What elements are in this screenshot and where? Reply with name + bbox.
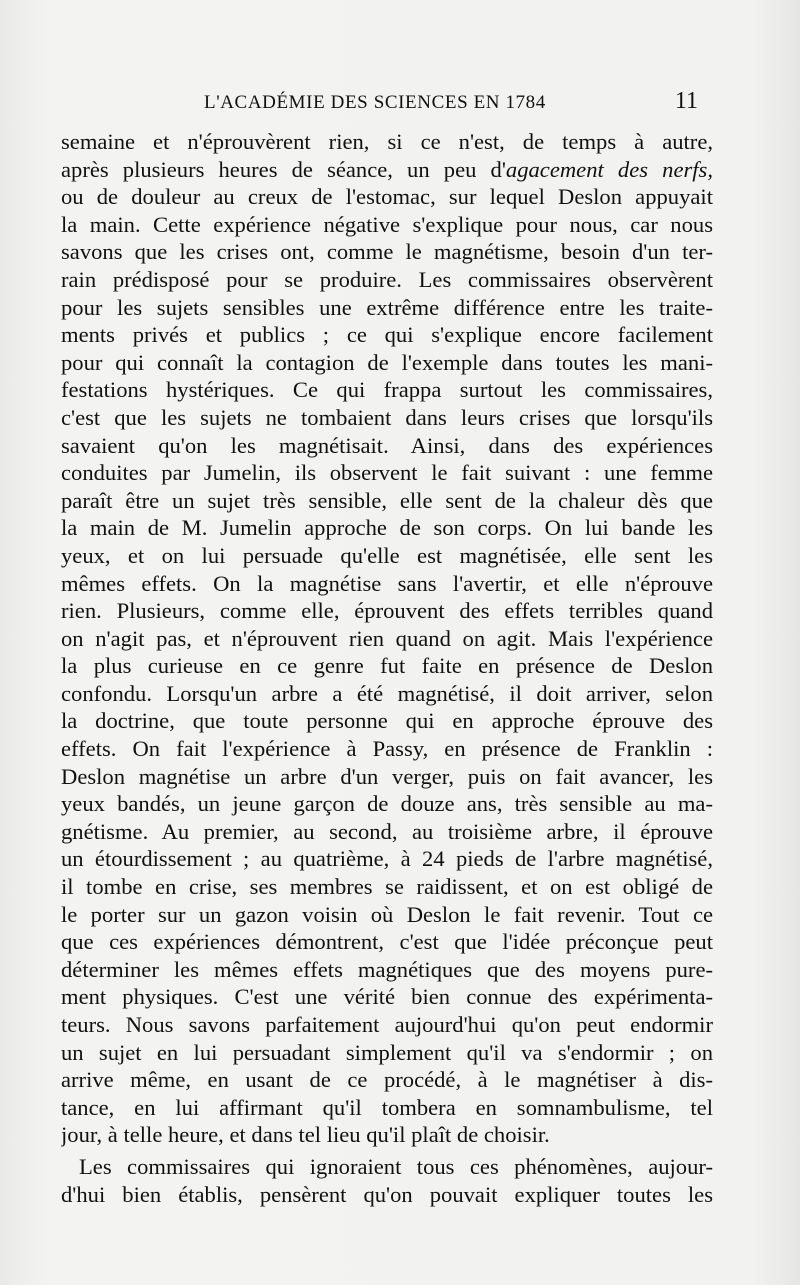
text-line: semaine et n'éprouvèrent rien, si ce n'est, de temps à autre,: [61, 129, 713, 154]
text-line: c'est que les sujets ne tombaient dans leurs crises que lorsqu'ils: [61, 404, 713, 430]
italic-phrase: agacement des nerfs,: [505, 156, 713, 182]
text-line: la main de M. Jumelin approche de son corps. On lui bande les: [61, 515, 713, 541]
text-line: yeux bandés, un jeune garçon de douze ans, très sensible au ma-: [61, 791, 713, 817]
text-line: ments privés et publics ; ce qui s'explique encore facilement: [61, 322, 713, 348]
text-line: ou de douleur au creux de l'estomac, sur lequel Deslon appuyait: [61, 184, 713, 210]
running-header: [204, 88, 704, 124]
text-line: ment physiques. C'est une vérité bien connue des expérimenta-: [61, 984, 713, 1010]
text-line: la doctrine, que toute personne qui en approche éprouve des: [61, 708, 713, 734]
text-line: teurs. Nous savons parfaitement aujourd'hui qu'on peut endormir: [61, 1012, 713, 1037]
text-line: la main. Cette expérience négative s'explique pour nous, car nous: [61, 211, 713, 237]
text-line: conduites par Jumelin, ils observent le fait suivant : une femme: [61, 460, 713, 486]
text-line: mêmes effets. On la magnétise sans l'avertir, et elle n'éprouve: [61, 570, 713, 596]
text-line: rien. Plusieurs, comme elle, éprouvent des effets terribles quand: [61, 598, 713, 624]
paragraph-first-line: Les commissaires qui ignoraient tous ces phénomènes, aujour-: [79, 1153, 713, 1179]
text-line: Deslon magnétise un arbre d'un verger, puis on fait avancer, les: [61, 763, 713, 789]
text-line: effets. On fait l'expérience à Passy, en présence de Franklin :: [61, 736, 713, 762]
paragraph-last-line: jour, à telle heure, et dans tel lieu qu'il plaît de choisir.: [61, 1122, 550, 1148]
text-line: pour les sujets sensibles une extrême différence entre les traite-: [61, 294, 713, 320]
text-line: le porter sur un gazon voisin où Deslon le fait revenir. Tout ce: [61, 901, 713, 927]
text-line: confondu. Lorsqu'un arbre a été magnétisé, il doit arriver, selon: [61, 680, 713, 706]
text-line: savons que les crises ont, comme le magnétisme, besoin d'un ter-: [61, 239, 713, 265]
page-number: 11: [674, 88, 698, 114]
text-line: il tombe en crise, ses membres se raidissent, et on est obligé de: [61, 874, 713, 900]
text-line: savaient qu'on les magnétisait. Ainsi, dans des expériences: [61, 432, 713, 458]
text-segment: après plusieurs heures de séance, un peu d': [61, 156, 506, 182]
text-line: que ces expériences démontrent, c'est que l'idée préconçue peut: [61, 929, 713, 955]
text-line-with-italic: [61, 156, 713, 184]
text-line: un étourdissement ; au quatrième, à 24 pieds de l'arbre magnétisé,: [61, 846, 713, 872]
body-text: [61, 128, 713, 1208]
text-line: pour qui connaît la contagion de l'exemple dans toutes les mani-: [61, 349, 713, 375]
text-line: arrive même, en usant de ce procédé, à le magnétiser à dis-: [61, 1067, 713, 1093]
text-line: d'hui bien établis, pensèrent qu'on pouvait expliquer toutes les: [61, 1181, 713, 1207]
text-line: paraît être un sujet très sensible, elle sent de la chaleur dès que: [61, 487, 713, 513]
text-line: tance, en lui affirmant qu'il tombera en somnambulisme, tel: [61, 1094, 713, 1120]
text-line: yeux, et on lui persuade qu'elle est magnétisée, elle sent les: [61, 542, 713, 568]
text-line: festations hystériques. Ce qui frappa surtout les commissaires,: [61, 377, 713, 403]
text-line: on n'agit pas, et n'éprouvent rien quand on agit. Mais l'expérience: [61, 625, 713, 651]
running-title: L'ACADÉMIE DES SCIENCES EN 1784: [204, 92, 546, 113]
text-line: gnétisme. Au premier, au second, au troisième arbre, il éprouve: [61, 818, 713, 844]
text-line: la plus curieuse en ce genre fut faite en présence de Deslon: [61, 653, 713, 679]
text-line: rain prédisposé pour se produire. Les commissaires observèrent: [61, 266, 713, 292]
text-line: déterminer les mêmes effets magnétiques que des moyens pure-: [61, 956, 713, 982]
text-line: un sujet en lui persuadant simplement qu'il va s'endormir ; on: [61, 1039, 713, 1065]
